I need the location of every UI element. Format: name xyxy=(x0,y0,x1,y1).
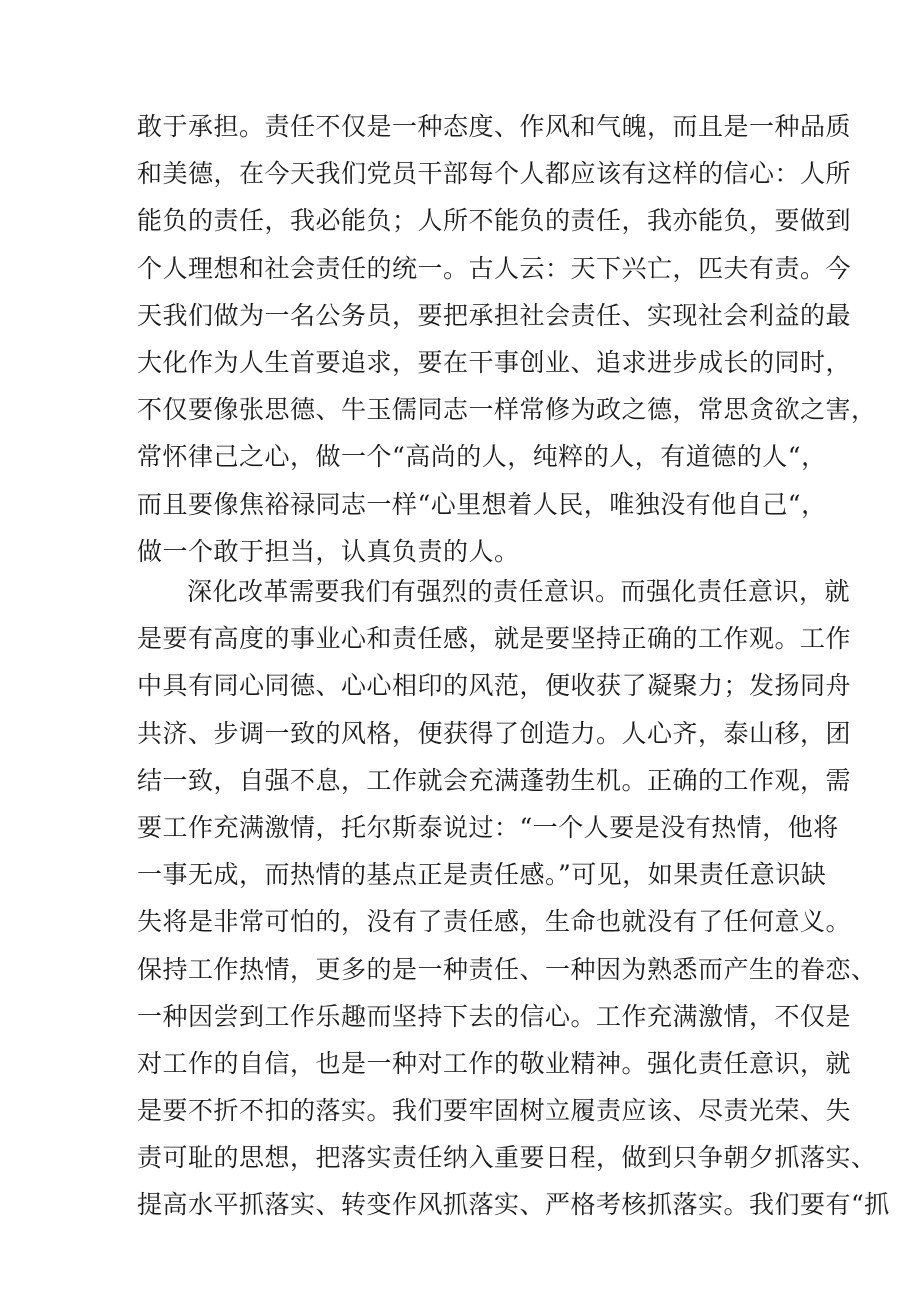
paragraph-line: 深化改革需要我们有强烈的责任意识。而强化责任意识，就 xyxy=(187,577,851,606)
paragraph-line: 要工作充满激情，托尔斯泰说过：“一个人要是没有热情，他将 xyxy=(137,812,839,842)
paragraph-line: 敢于承担。责任不仅是一种态度、作风和气魄，而且是一种品质 xyxy=(137,112,852,141)
paragraph-line: 保持工作热情，更多的是一种责任、一种因为熟悉而产生的眷恋、 xyxy=(137,954,877,984)
paragraph-line: 是要不折不扣的落实。我们要牢固树立履责应该、尽责光荣、失 xyxy=(137,1096,852,1126)
paragraph-line: 大化作为人生首要追求，要在干事创业、追求进步成长的同时， xyxy=(137,347,852,377)
paragraph-line: 共济、步调一致的风格，便获得了创造力。人心齐，泰山移，团 xyxy=(137,718,852,748)
paragraph-line: 一种因尝到工作乐趣而坚持下去的信心。工作充满激情，不仅是 xyxy=(137,1001,852,1031)
paragraph-line: 失将是非常可怕的，没有了责任感，生命也就没有了任何意义。 xyxy=(137,907,852,937)
paragraph-line: 责可耻的思想，把落实责任纳入重要日程，做到只争朝夕抓落实、 xyxy=(137,1143,877,1173)
paragraph-line: 结一致，自强不息，工作就会充满蓬勃生机。正确的工作观，需 xyxy=(137,765,852,795)
paragraph-2 xyxy=(137,568,890,1229)
paragraph-line: 提高水平抓落实、转变作风抓落实、严格考核抓落实。我们要有“抓 xyxy=(137,1190,890,1220)
paragraph-line: 能负的责任，我必能负；人所不能负的责任，我亦能负，要做到 xyxy=(137,206,852,236)
paragraph-1 xyxy=(137,103,877,575)
paragraph-line: 个人理想和社会责任的统一。古人云：天下兴亡，匹夫有责。今 xyxy=(137,253,852,283)
paragraph-line: 对工作的自信，也是一种对工作的敬业精神。强化责任意识，就 xyxy=(137,1048,852,1078)
paragraph-line: 一事无成，而热情的基点正是责任感。”可见，如果责任意识缺 xyxy=(137,860,827,890)
paragraph-line: 天我们做为一名公务员，要把承担社会责任、实现社会利益的最 xyxy=(137,300,852,330)
paragraph-line: 不仅要像张思德、牛玉儒同志一样常修为政之德，常思贪欲之害， xyxy=(137,395,877,425)
paragraph-line: 常怀律己之心，做一个“高尚的人，纯粹的人，有道德的人“， xyxy=(137,442,827,472)
paragraph-line: 是要有高度的事业心和责任感，就是要坚持正确的工作观。工作 xyxy=(137,624,852,654)
paragraph-line: 中具有同心同德、心心相印的风范，便收获了凝聚力；发扬同舟 xyxy=(137,671,852,701)
paragraph-line: 做一个敢于担当，认真负责的人。 xyxy=(137,536,520,566)
paragraph-line: 而且要像焦裕禄同志一样“心里想着人民，唯独没有他自己“， xyxy=(137,489,827,519)
paragraph-line: 和美德，在今天我们党员干部每个人都应该有这样的信心：人所 xyxy=(137,159,852,189)
